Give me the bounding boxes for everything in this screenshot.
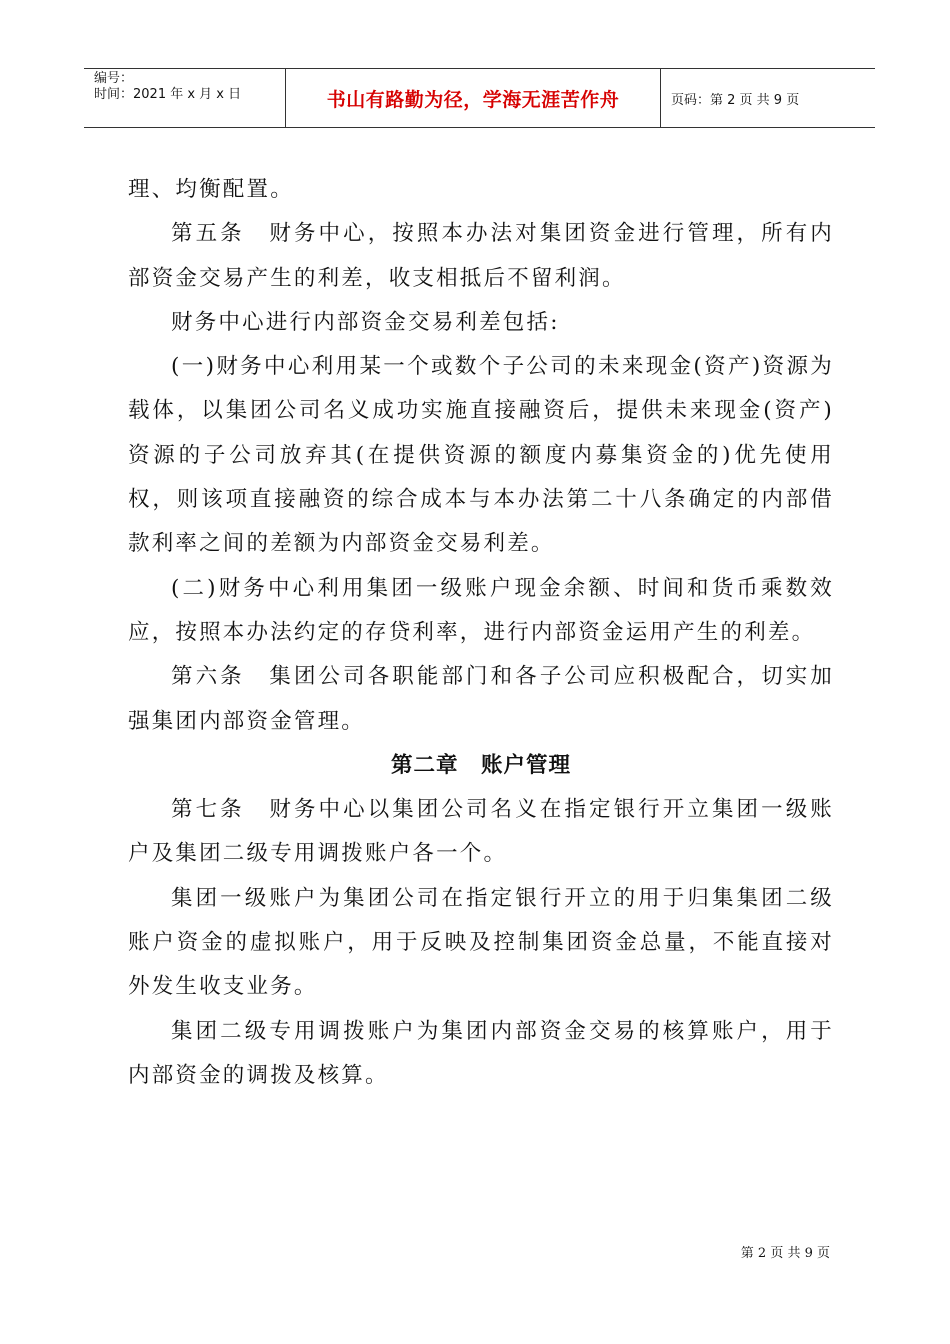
paragraph: 理、均衡配置。 [128,177,294,202]
serial-label: 编号： [94,71,134,86]
page-footer: 第 2 页 共 9 页 [740,1246,830,1261]
header-meta [84,69,286,127]
header-motto: 书山有路勤为径，学海无涯苦作舟 [286,69,661,127]
page-header [84,68,875,128]
paragraph: 集团一级账户为集团公司在指定银行开立的用于归集集团二级账户资金的虚拟账户，用于反映及控制集团资金总量，不能直接对外发生收支业务。 [128,885,834,1000]
article-5: 第五条 财务中心，按照本办法对集团资金进行管理，所有内部资金交易产生的利差，收支相抵后不留利润。 [128,221,834,291]
chapter-title: 第二章 账户管理 [390,752,571,778]
time-label: 时间：2021 年 x 月 x 日 [94,87,242,102]
article-7: 第七条 财务中心以集团公司名义在指定银行开立集团一级账户及集团二级专用调拨账户各一个。 [128,797,834,867]
list-item-2: (二)财务中心利用集团一级账户现金余额、时间和货币乘数效应，按照本办法约定的存贷利率，进行内部资金运用产生的利差。 [128,575,834,645]
paragraph: 集团二级专用调拨账户为集团内部资金交易的核算账户，用于内部资金的调拨及核算。 [128,1018,834,1088]
header-page-info: 页码：第 2 页 共 9 页 [671,92,800,108]
document-body [128,168,834,1098]
article-6: 第六条 集团公司各职能部门和各子公司应积极配合，切实加强集团内部资金管理。 [128,664,834,734]
list-item-1: (一)财务中心利用某一个或数个子公司的未来现金(资产)资源为载体，以集团公司名义成功实施直接融资后，提供未来现金(资产)资源的子公司放弃其(在提供资源的额度内募集资金的)优先使用权，则该项直接融资的综合成本与本办法第二十八条确定的内部借款利率之间的差额为内部资金交易利差。 [128,354,834,557]
paragraph: 财务中心进行内部资金交易利差包括: [171,309,560,335]
